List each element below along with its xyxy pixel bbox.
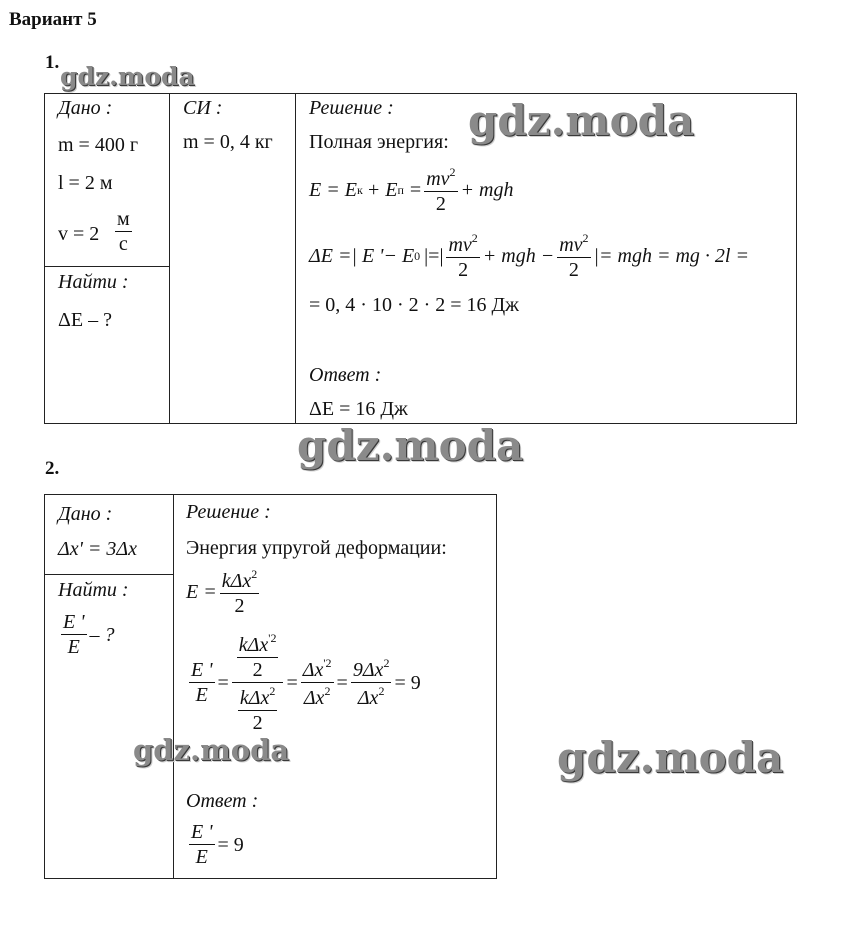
- equation-numeric: = 0, 4 · 10 · 2 · 2 = 16 Дж: [309, 294, 519, 316]
- si-label: СИ :: [183, 97, 223, 119]
- equation-delta-energy: ΔE =| E '− E 0 |=| $\frac{mv^2}{2}$ + mgh − $\frac{mv^2}{2}$ |= mgh = mg · 2l =: [309, 231, 749, 281]
- given-velocity: v = 2: [58, 223, 100, 245]
- given-value: Δx' = 3Δx: [58, 538, 138, 560]
- variant-title: Вариант 5: [9, 9, 97, 30]
- answer-label: Ответ :: [309, 364, 382, 386]
- solution-label: Решение :: [309, 97, 394, 119]
- answer-value: ΔE = 16 Дж: [309, 398, 408, 420]
- given-mass: m = 400 г: [58, 134, 139, 156]
- watermark: gdz.moda: [297, 421, 524, 470]
- column-divider: [295, 93, 296, 424]
- find-value: $\frac{E '}{E}$ – ?: [63, 611, 115, 658]
- find-label: Найти :: [58, 271, 129, 293]
- problem-1-number: 1.: [45, 52, 60, 73]
- column-divider: [169, 93, 170, 424]
- row-divider: [44, 266, 170, 267]
- given-length: l = 2 м: [58, 172, 113, 194]
- solution-text: Полная энергия:: [309, 131, 449, 153]
- equation-elastic-energy: E = $\frac{k\Delta x^2}{2}$: [186, 567, 258, 617]
- column-divider: [173, 494, 174, 879]
- watermark: gdz.moda: [133, 733, 290, 767]
- si-value: m = 0, 4 кг: [183, 131, 273, 153]
- answer-label: Ответ :: [186, 790, 259, 812]
- watermark: gdz.moda: [60, 62, 195, 91]
- watermark: gdz.moda: [468, 96, 695, 145]
- equation-energy: E = E к + E п = $\frac{mv^2}{2}$ + mgh: [309, 165, 514, 215]
- find-label: Найти :: [58, 579, 129, 601]
- solution-label: Решение :: [186, 501, 271, 523]
- watermark: gdz.moda: [557, 733, 784, 782]
- row-divider: [44, 574, 174, 575]
- solution-text: Энергия упругой деформации:: [186, 537, 447, 559]
- velocity-unit: $\frac{м}{с}$: [117, 208, 130, 255]
- problem-2-number: 2.: [45, 458, 60, 479]
- answer-value: $\frac{E '}{E}$ = 9: [191, 821, 244, 868]
- given-label: Дано :: [58, 503, 113, 525]
- find-value: ΔE – ?: [58, 309, 112, 331]
- equation-ratio: $\frac{E '}{E}$ = $\frac{\frac{k\Delta x^{'2}}{2}}{\frac{k\Delta x^2}{2}}$ = $\frac{\Delta x^{'2}}{\Delta x^2}$ = $\frac{9\Delta x^2}{\Delta x^2}$ = 9: [191, 631, 421, 734]
- given-label: Дано :: [58, 97, 113, 119]
